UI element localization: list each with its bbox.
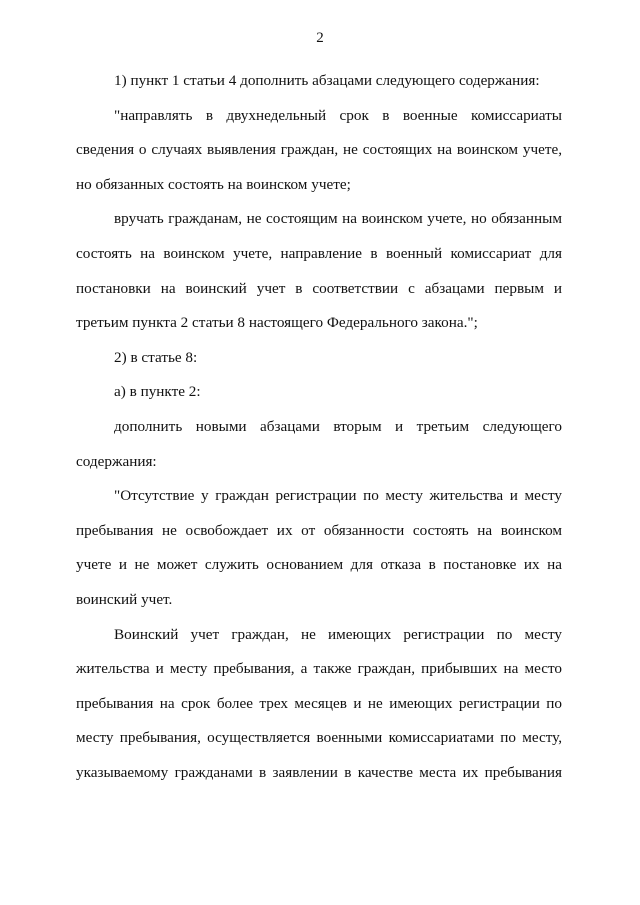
paragraph-send-info: "направлять в двухнедельный срок в военные комиссариаты сведения о случаях выявления граждан, не состоящих на воинском учете, но обязанных состоять на воинском учете; bbox=[76, 106, 562, 193]
paragraph-article-8: 2) в статье 8: bbox=[114, 348, 198, 366]
paragraph-point-2: а) в пункте 2: bbox=[114, 383, 201, 401]
page-number: 2 bbox=[316, 30, 324, 46]
paragraph-military-registration: Воинский учет граждан, не имеющих регистрации по месту жительства и месту пребывания, а также граждан, прибывших на место пребывания на срок более трех месяцев и не имеющих регистрации по месту пребывания, осуществляется военными комиссариатами по месту, указываемому гражданами в заявлении в качестве места их пребывания bbox=[76, 625, 562, 781]
document-body bbox=[76, 64, 562, 790]
paragraph-point-1: 1) пункт 1 статьи 4 дополнить абзацами следующего содержания: bbox=[114, 72, 540, 89]
paragraph-absence-registration: "Отсутствие у граждан регистрации по месту жительства и месту пребывания не освобождает их от обязанности состоять на воинском учете и не может служить основанием для отказа в постановке их на воинский учет. bbox=[76, 487, 562, 608]
paragraph-add-paragraphs: дополнить новыми абзацами вторым и третьим следующего содержания: bbox=[76, 417, 562, 470]
paragraph-hand-over: вручать гражданам, не состоящим на воинском учете, но обязанным состоять на воинском учете, направление в военный комиссариат для постановки на воинский учет в соответствии с абзацами первым и третьим пункта 2 статьи 8 настоящего Федерального закона."; bbox=[76, 210, 562, 332]
